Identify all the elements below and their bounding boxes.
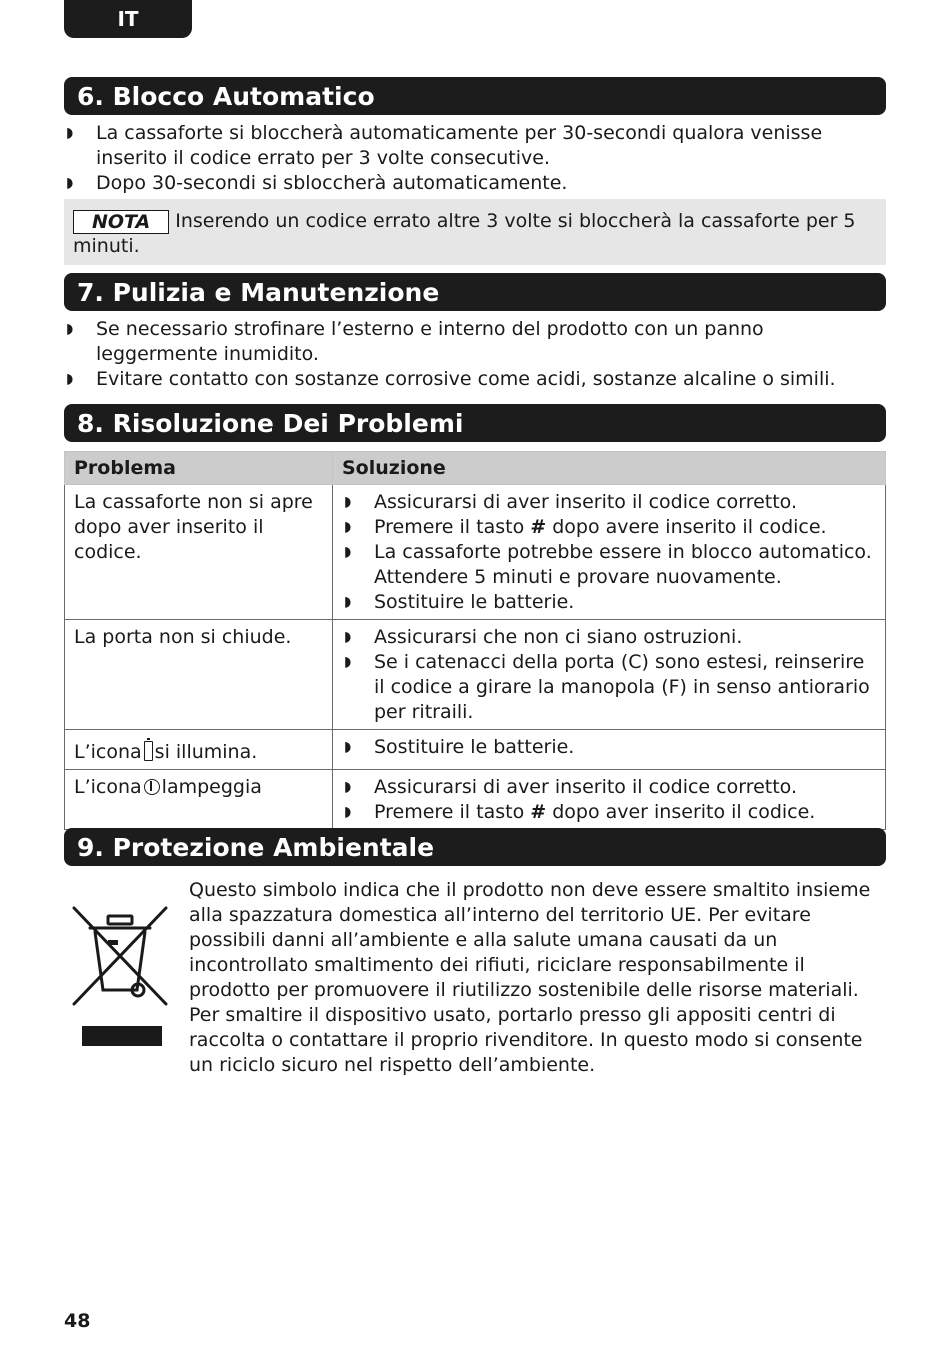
list-item-text: Evitare contatto con sostanze corrosive come acidi, sostanze alcaline o simili.: [96, 368, 836, 390]
section-heading-protezione-ambientale: [64, 828, 886, 866]
solution-item: [342, 800, 877, 825]
troubleshooting-table: [64, 451, 886, 830]
solution-text: Se i catenacci della porta (C) sono estesi, reinserire il codice a girare la manopola (F) in senso antiorario per ritraili.: [374, 651, 870, 723]
table-row: [65, 770, 886, 830]
power-icon: [144, 779, 160, 795]
section-title: 8. Risoluzione Dei Problemi: [77, 408, 464, 438]
solution-text: Premere il tasto: [374, 516, 531, 538]
bullet-icon: ◗: [344, 544, 352, 560]
table-header-row: [65, 452, 886, 485]
section-title: 7. Pulizia e Manutenzione: [77, 277, 440, 307]
table-row: [65, 730, 886, 770]
bullet-icon: ◗: [344, 804, 352, 820]
battery-icon: [144, 741, 153, 761]
section-heading-risoluzione-problemi: [64, 404, 886, 442]
solution-item: [342, 735, 877, 760]
table-row: [65, 485, 886, 620]
solution-text: Sostituire le batterie.: [374, 591, 575, 613]
bullet-icon: ◗: [344, 739, 352, 755]
bullet-icon: ◗: [344, 519, 352, 535]
solution-item: [342, 775, 877, 800]
section-heading-blocco-automatico: [64, 77, 886, 115]
solution-item: [342, 590, 877, 615]
solution-cell: [333, 485, 886, 620]
list-item-text: La cassaforte si bloccherà automaticamente per 30-secondi qualora venisse inserito il codice errato per 3 volte consecutive.: [96, 122, 823, 169]
solution-item: [342, 515, 877, 540]
language-code: IT: [117, 7, 139, 31]
solution-text: Sostituire le batterie.: [374, 736, 575, 758]
note-box: [64, 199, 886, 265]
list-item-text: Se necessario strofinare l’esterno e interno del prodotto con un panno leggermente inumidito.: [96, 318, 764, 365]
solution-text: dopo aver inserito il codice.: [546, 801, 816, 823]
bullet-icon: ◗: [344, 594, 352, 610]
hash-key-label: #: [530, 516, 547, 538]
bullet-icon: ◗: [66, 371, 74, 387]
solution-item: [342, 650, 877, 725]
problem-cell: La porta non si chiude.: [65, 620, 333, 730]
problem-cell: [65, 730, 333, 770]
solution-text: La cassaforte potrebbe essere in blocco automatico. Attendere 5 minuti e provare nuovamente.: [374, 541, 872, 588]
section-heading-pulizia: [64, 273, 886, 311]
language-tab: [64, 0, 192, 38]
note-label: NOTA: [73, 210, 169, 234]
bullet-icon: ◗: [344, 494, 352, 510]
column-header-problem: Problema: [65, 452, 333, 485]
section-title: 9. Protezione Ambientale: [77, 832, 435, 862]
solution-cell: [333, 620, 886, 730]
solution-text: Assicurarsi che non ci siano ostruzioni.: [374, 626, 743, 648]
list-item: [64, 121, 886, 171]
list-item: [64, 367, 886, 392]
bullet-icon: ◗: [66, 321, 74, 337]
solution-item: [342, 625, 877, 650]
bullet-icon: ◗: [66, 175, 74, 191]
column-header-solution: Soluzione: [333, 452, 886, 485]
solution-text: dopo avere inserito il codice.: [546, 516, 827, 538]
solution-text: Assicurarsi di aver inserito il codice corretto.: [374, 491, 798, 513]
problem-text: lampeggia: [161, 776, 262, 798]
crossed-out-wheelie-bin-icon: [68, 898, 172, 1050]
bullet-icon: ◗: [66, 125, 74, 141]
pulizia-bullet-list: [64, 317, 886, 392]
list-item: [64, 171, 886, 196]
bullet-icon: ◗: [344, 629, 352, 645]
problem-text: si illumina.: [154, 741, 258, 763]
hash-key-label: #: [530, 801, 547, 823]
bullet-icon: ◗: [344, 779, 352, 795]
solution-text: Premere il tasto: [374, 801, 531, 823]
blocco-bullet-list: [64, 121, 886, 196]
bullet-icon: ◗: [344, 654, 352, 670]
solution-cell: [333, 770, 886, 830]
problem-text: L’icona: [74, 741, 142, 763]
problem-cell: La cassaforte non si apre dopo aver inserito il codice.: [65, 485, 333, 620]
problem-cell: [65, 770, 333, 830]
list-item-text: Dopo 30-secondi si sbloccherà automaticamente.: [96, 172, 568, 194]
solution-item: [342, 490, 877, 515]
note-text: Inserendo un codice errato altre 3 volte si bloccherà la cassaforte per 5 minuti.: [73, 210, 856, 257]
list-item: [64, 317, 886, 367]
solution-item: [342, 540, 877, 590]
section-title: 6. Blocco Automatico: [77, 81, 375, 111]
table-row: [65, 620, 886, 730]
problem-text: L’icona: [74, 776, 142, 798]
solution-text: Assicurarsi di aver inserito il codice corretto.: [374, 776, 798, 798]
solution-cell: [333, 730, 886, 770]
page-number: 48: [64, 1310, 91, 1332]
environment-paragraph: Questo simbolo indica che il prodotto non deve essere smaltito insieme alla spazzatura domestica all’interno del territorio UE. Per evitare possibili danni all’ambiente e alla salute umana causati da un incontrollato smaltimento dei rifiuti, riciclare responsabilmente il prodotto per promuovere il riutilizzo sostenibile delle risorse materiali. Per smaltire il dispositivo usato, portarlo presso gli appositi centri di raccolta o contattare il proprio rivenditore. In questo modo si consente un riciclo sicuro nel rispetto dell’ambiente.: [189, 879, 871, 1076]
